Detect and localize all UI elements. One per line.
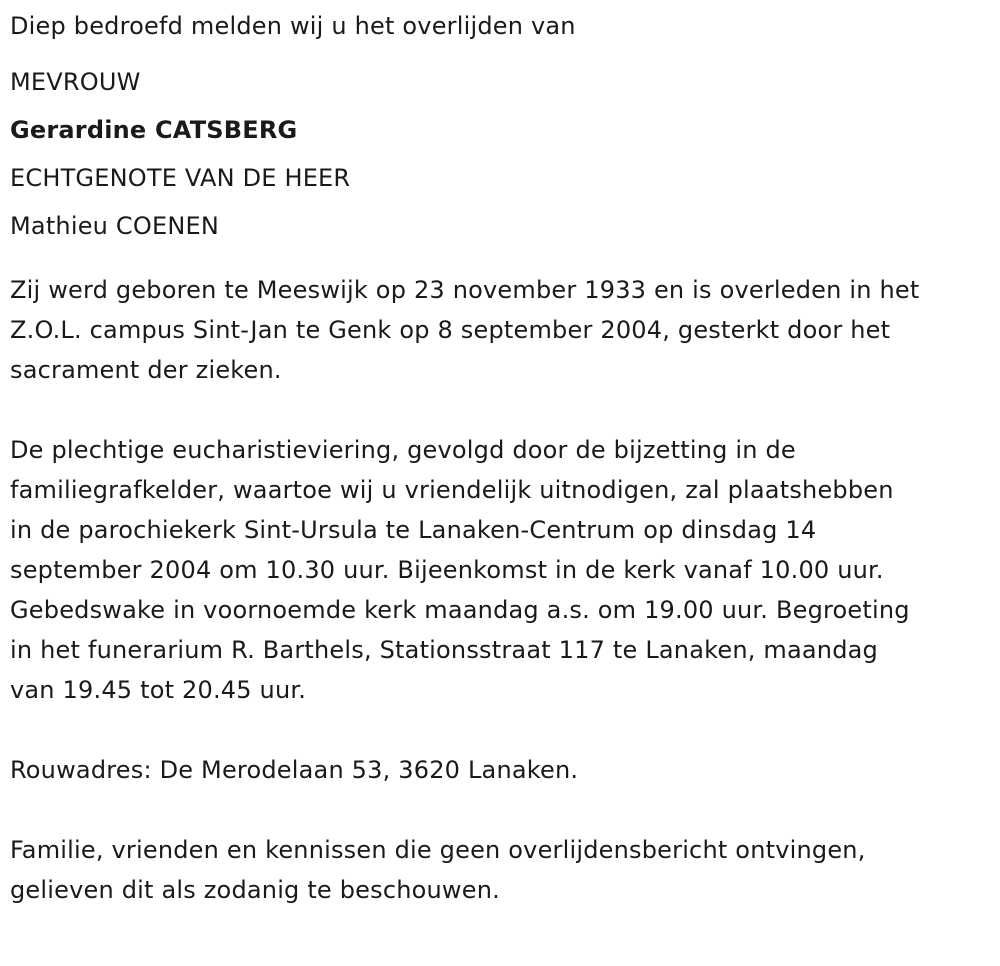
paragraph-line: in de parochiekerk Sint-Ursula te Lanaken-Centrum op dinsdag 14 bbox=[10, 516, 817, 544]
closing-paragraph bbox=[10, 830, 995, 910]
paragraph-line: in het funerarium R. Barthels, Stationsstraat 117 te Lanaken, maandag bbox=[10, 636, 878, 664]
paragraph-line: familiegrafkelder, waartoe wij u vriendelijk uitnodigen, zal plaatshebben bbox=[10, 476, 894, 504]
birth-death-paragraph bbox=[10, 270, 995, 390]
intro-text: Diep bedroefd melden wij u het overlijden van bbox=[10, 12, 576, 40]
paragraph-line: Familie, vrienden en kennissen die geen overlijdensbericht ontvingen, bbox=[10, 836, 866, 864]
paragraph-line: gelieven dit als zodanig te beschouwen. bbox=[10, 876, 500, 904]
paragraph-line: van 19.45 tot 20.45 uur. bbox=[10, 676, 307, 704]
title-text: MEVROUW bbox=[10, 68, 141, 96]
paragraph-line: september 2004 om 10.30 uur. Bijeenkomst in de kerk vanaf 10.00 uur. bbox=[10, 556, 884, 584]
spouse-name: Mathieu COENEN bbox=[10, 212, 219, 240]
paragraph-line: Zij werd geboren te Meeswijk op 23 november 1933 en is overleden in het bbox=[10, 276, 920, 304]
paragraph-line: Z.O.L. campus Sint-Jan te Genk op 8 september 2004, gesterkt door het bbox=[10, 316, 891, 344]
relation-text: ECHTGENOTE VAN DE HEER bbox=[10, 164, 351, 192]
mourning-address: Rouwadres: De Merodelaan 53, 3620 Lanaken. bbox=[10, 756, 579, 784]
paragraph-line: De plechtige eucharistieviering, gevolgd door de bijzetting in de bbox=[10, 436, 796, 464]
ceremony-paragraph bbox=[10, 430, 995, 710]
paragraph-line: sacrament der zieken. bbox=[10, 356, 282, 384]
paragraph-line: Gebedswake in voornoemde kerk maandag a.s. om 19.00 uur. Begroeting bbox=[10, 596, 910, 624]
deceased-name: Gerardine CATSBERG bbox=[10, 116, 298, 144]
obituary-document bbox=[10, 0, 995, 910]
